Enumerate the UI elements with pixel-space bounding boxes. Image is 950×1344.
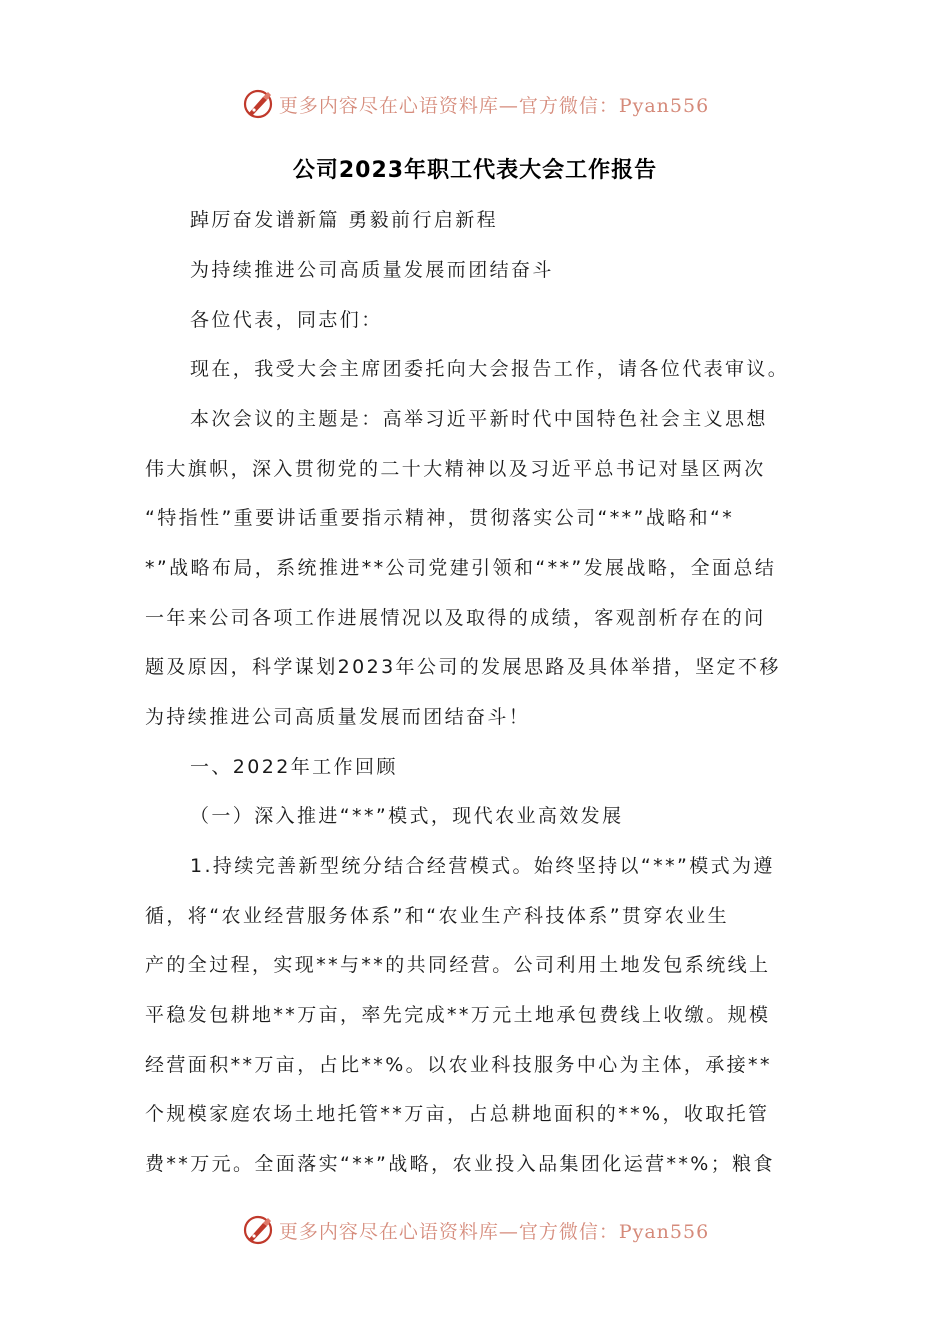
subtitle-line-2: 为持续推进公司高质量发展而团结奋斗 (190, 259, 554, 281)
pen-nib-logo-icon (241, 87, 275, 121)
paragraph-line: 经营面积**万亩，占比**%。以农业科技服务中心为主体，承接** (145, 1054, 772, 1076)
paragraph-line: 为持续推进公司高质量发展而团结奋斗！ (145, 706, 531, 728)
paragraph-line: 本次会议的主题是：高举习近平新时代中国特色社会主义思想 (190, 408, 768, 430)
paragraph-line: 费**万元。全面落实“**”战略，农业投入品集团化运营**%；粮食 (145, 1153, 775, 1175)
paragraph-line: 个规模家庭农场土地托管**万亩，占总耕地面积的**%，收取托管 (145, 1103, 770, 1125)
paragraph-line: 1.持续完善新型统分结合经营模式。始终坚持以“**”模式为遵 (190, 855, 775, 877)
salutation-line: 各位代表，同志们： (190, 309, 383, 331)
paragraph-line: 产的全过程，实现**与**的共同经营。公司利用土地发包系统线上 (145, 954, 771, 976)
subtitle-line-1: 踔厉奋发谱新篇 勇毅前行启新程 (190, 209, 499, 231)
paragraph-line: 平稳发包耕地**万亩，率先完成**万元土地承包费线上收缴。规模 (145, 1004, 771, 1026)
paragraph-line: 现在，我受大会主席团委托向大会报告工作，请各位代表审议。 (190, 358, 790, 380)
section-heading: 一、2022年工作回顾 (190, 756, 398, 778)
paragraph-line: 题及原因，科学谋划2023年公司的发展思路及具体举措，坚定不移 (145, 656, 781, 678)
watermark-text: 更多内容尽在心语资料库—官方微信：Pyan556 (278, 94, 710, 117)
watermark-text: 更多内容尽在心语资料库—官方微信：Pyan556 (278, 1220, 710, 1243)
paragraph-line: 伟大旗帜，深入贯彻党的二十大精神以及习近平总书记对垦区两次 (145, 458, 766, 480)
document-title: 公司2023年职工代表大会工作报告 (292, 158, 658, 183)
paragraph-line: “特指性”重要讲话重要指示精神，贯彻落实公司“**”战略和“* (145, 507, 735, 529)
footer-watermark-banner (0, 1210, 950, 1250)
subsection-heading: （一）深入推进“**”模式，现代农业高效发展 (190, 805, 624, 827)
header-watermark-banner (0, 84, 950, 124)
paragraph-line: *”战略布局，系统推进**公司党建引领和“**”发展战略，全面总结 (145, 557, 777, 579)
pen-nib-logo-icon (241, 1213, 275, 1247)
paragraph-line: 循，将“农业经营服务体系”和“农业生产科技体系”贯穿农业生 (145, 905, 729, 927)
paragraph-line: 一年来公司各项工作进展情况以及取得的成绩，客观剖析存在的问 (145, 607, 766, 629)
